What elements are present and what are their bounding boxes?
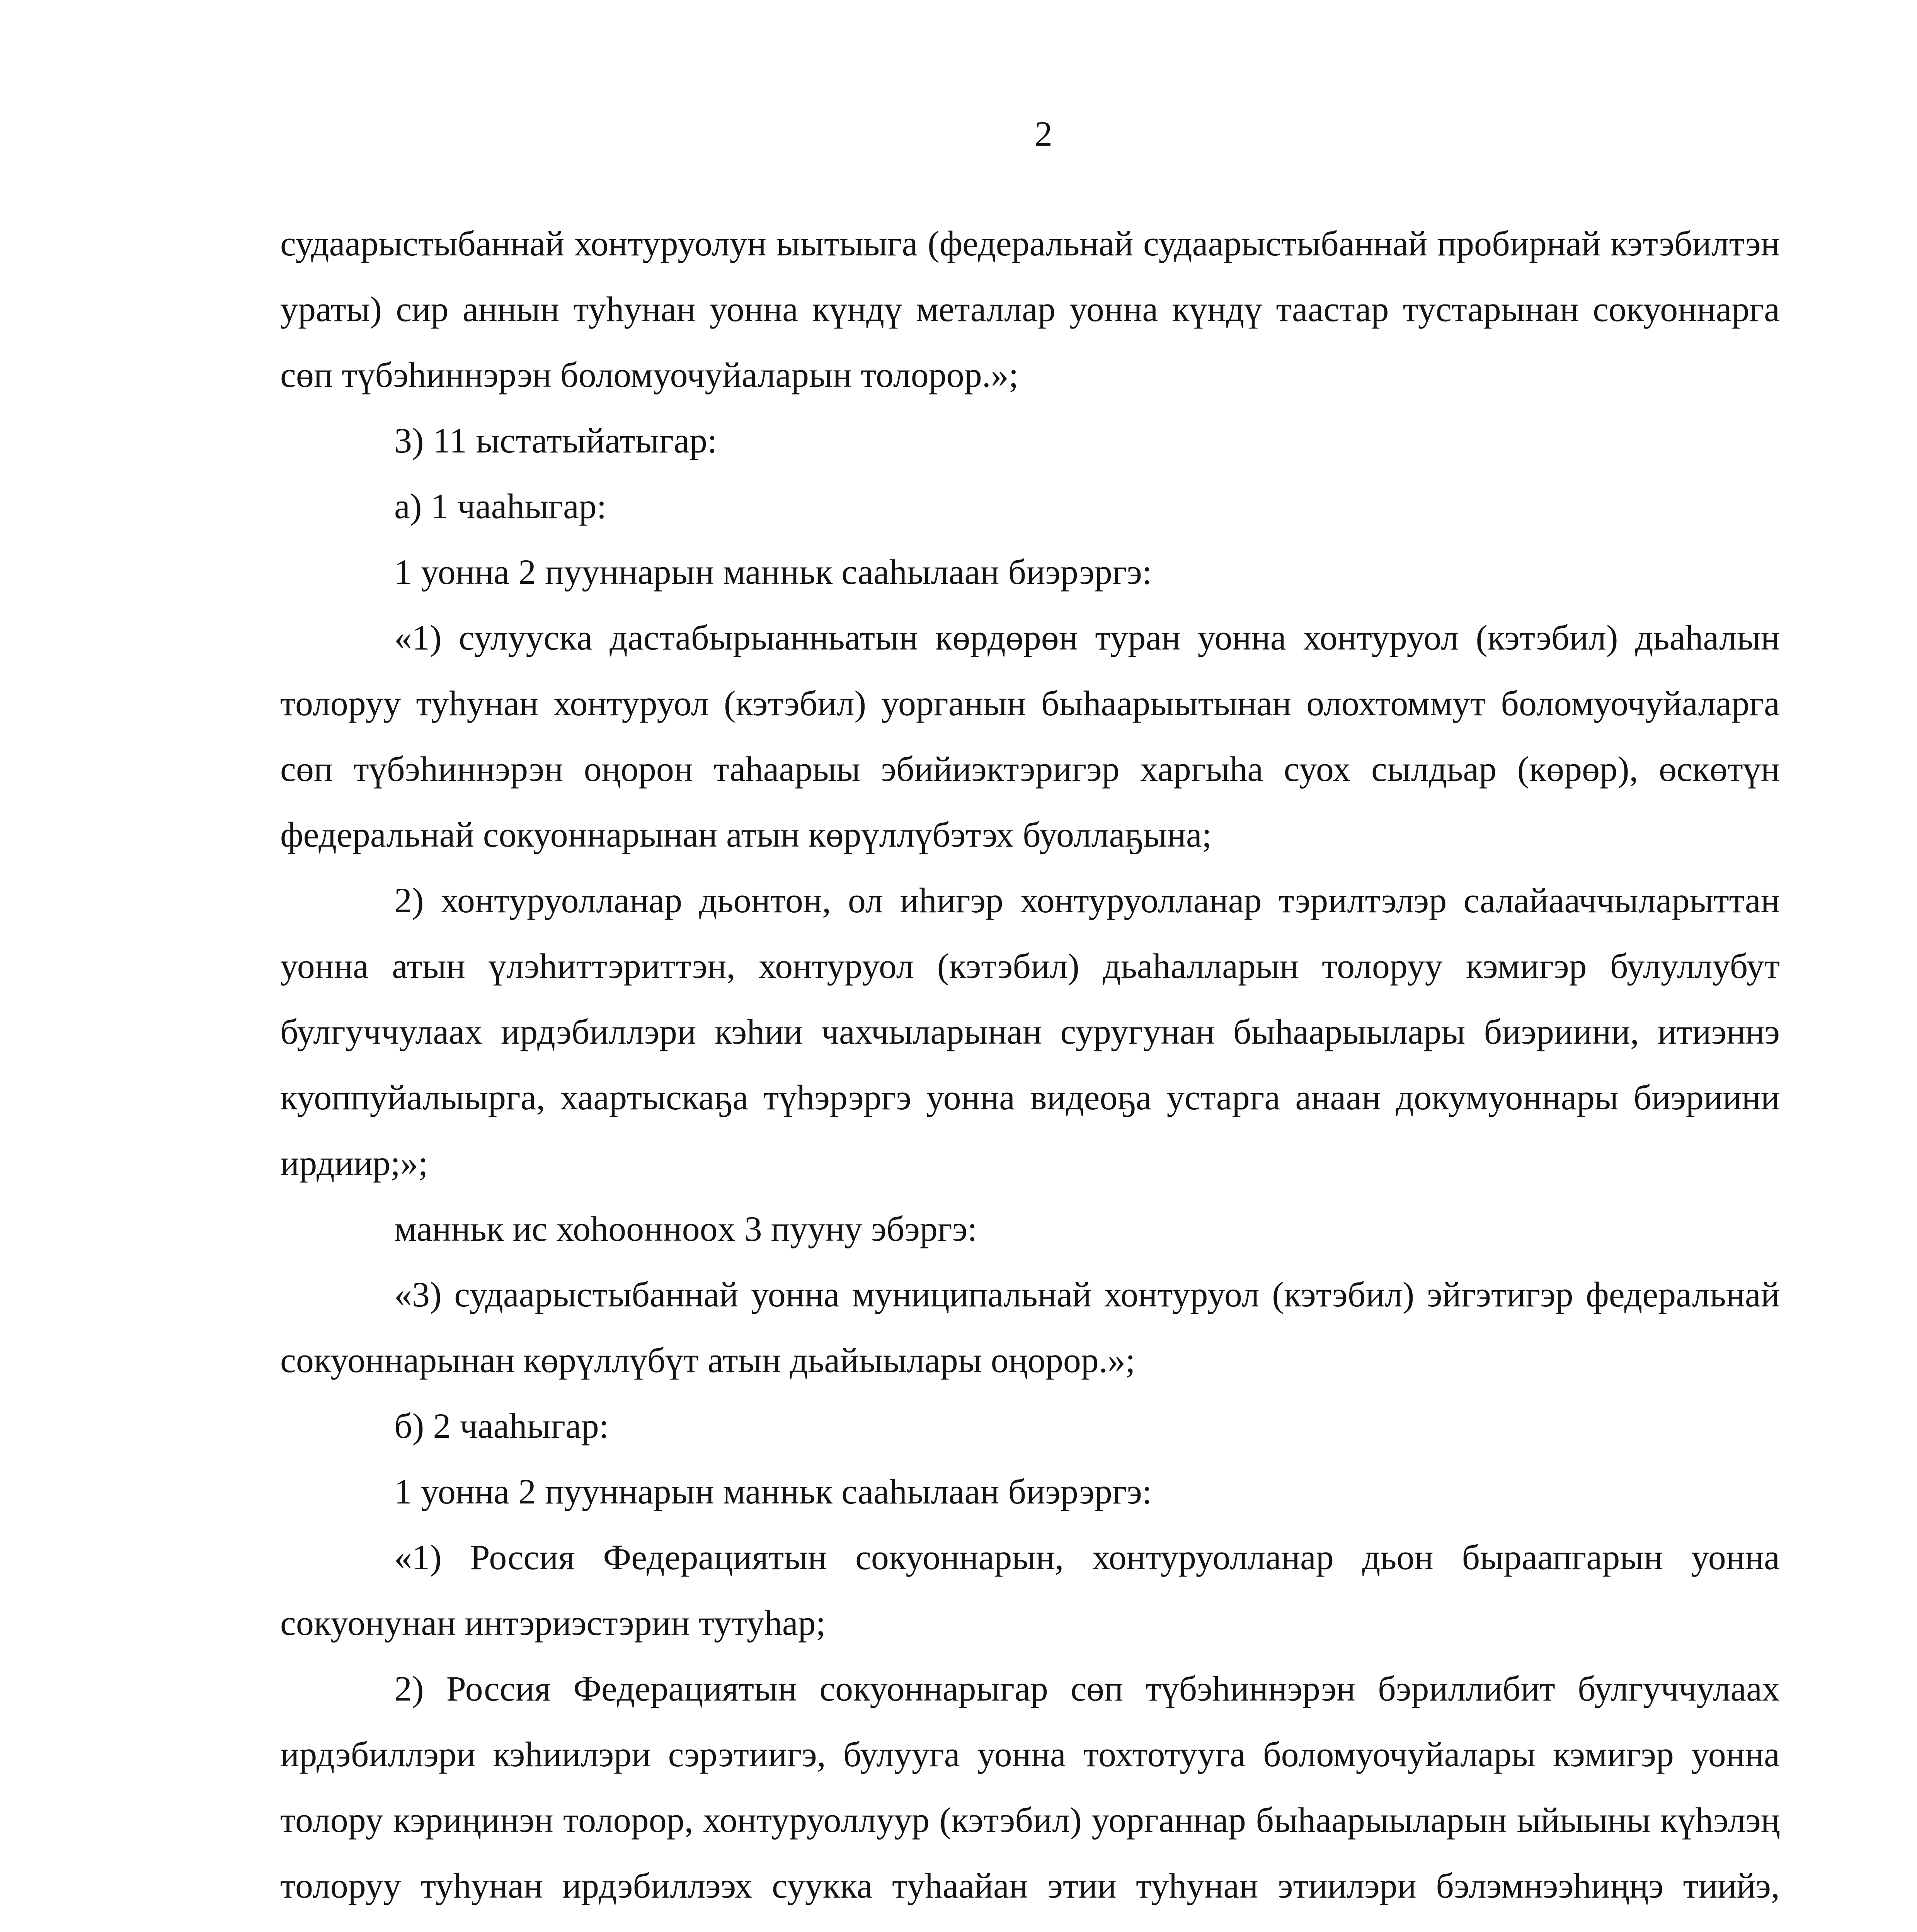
paragraph-add-point-3-intro: манньк ис хоһооннооx 3 пууну эбэргэ: (394, 1209, 977, 1248)
paragraph-point-3: «3) судаарыстыбаннай уонна муниципальнай хонтуруол (кэтэбил) эйгэтигэр федеральнай сокуоннарынан көрүллүбүт атын дьайыылары оңорор.»; (280, 1275, 1780, 1380)
paragraph-points-1-2-intro-part-2: 1 уонна 2 пууннарын манньк сааһылаан биэрэргэ: (394, 1472, 1152, 1511)
paragraph-part-2-point-2: 2) Россия Федерациятын сокуоннарыгар сөп түбэһиннэрэн бэриллибит булгуччулаах ирдэбиллэри кэһиилэри сэрэтиигэ, булууга уонна тохтотууга боломуочуйалары кэмигэр уонна толору кэриңинэн толорор, хонтуруоллуур (кэтэбил) уорганнар быһаарыыларын ыйыыны күһэлэң толоруу туһунан ирдэбиллээх суукка туһаайан этии туһунан этиилэри бэлэмнээһиңңэ тиийэ, (280, 1669, 1780, 1905)
paragraph-part-1: а) 1 чааһыгар: (394, 486, 607, 526)
paragraph-part-2: б) 2 чааһыгар: (394, 1406, 609, 1446)
paragraph-point-1: «1) сулуускa дастабырыанньатын көрдөрөн туран уонна хонтуруол (кэтэбил) дьаһалын толоруу туһунан хонтуруол (кэтэбил) уорганын быһаарыытынан олохтоммут боломуочуйаларга сөп түбэһиннэрэн оңорон таһаарыы эбийиэктэригэр харгыһа суох сылдьар (көрөр), өскөтүн федеральнай сокуоннарынан атын көрүллүбэтэх буоллаҕына; (280, 618, 1780, 854)
paragraph-part-2-point-1: «1) Россия Федерациятын сокуоннарын, хонтуруолланар дьон быраапгарын уонна сокуонунан интэриэстэрин тутуһар; (280, 1537, 1780, 1643)
paragraph-continuation: судаарыстыбаннай хонтуруолун ыытыыга (федеральнай судаарыстыбаннай пробирнай кэтэбилтэн ураты) сир аннын туһунан уонна күндү металлар уонна күндү таастар тустарынан сокуоннарга сөп түбэһиннэрэн боломуочуйаларын толорор.»; (280, 224, 1780, 395)
page-number: 2 (1035, 114, 1052, 153)
paragraph-points-1-2-intro: 1 уонна 2 пууннарын манньк сааһылаан биэрэргэ: (394, 552, 1152, 592)
paragraph-article-11: 3) 11 ыстатыйатыгар: (394, 421, 717, 460)
paragraph-point-2: 2) хонтуруолланар дьонтон, ол иһигэр хонтуруолланар тэрилтэлэр салайааччыларыттан уонна атын үлэһиттэриттэн, хонтуруол (кэтэбил) дьаһалларын толоруу кэмигэр булуллубут булгуччулаах ирдэбиллэри кэһии чахчыларынан суругунан быһаарыылары биэриини, итиэннэ куоппуйалыырга, хаартыскаҕа түһэрэргэ уонна видеоҕа устарга анаан докумуоннары биэриини ирдиир;»; (280, 881, 1780, 1183)
